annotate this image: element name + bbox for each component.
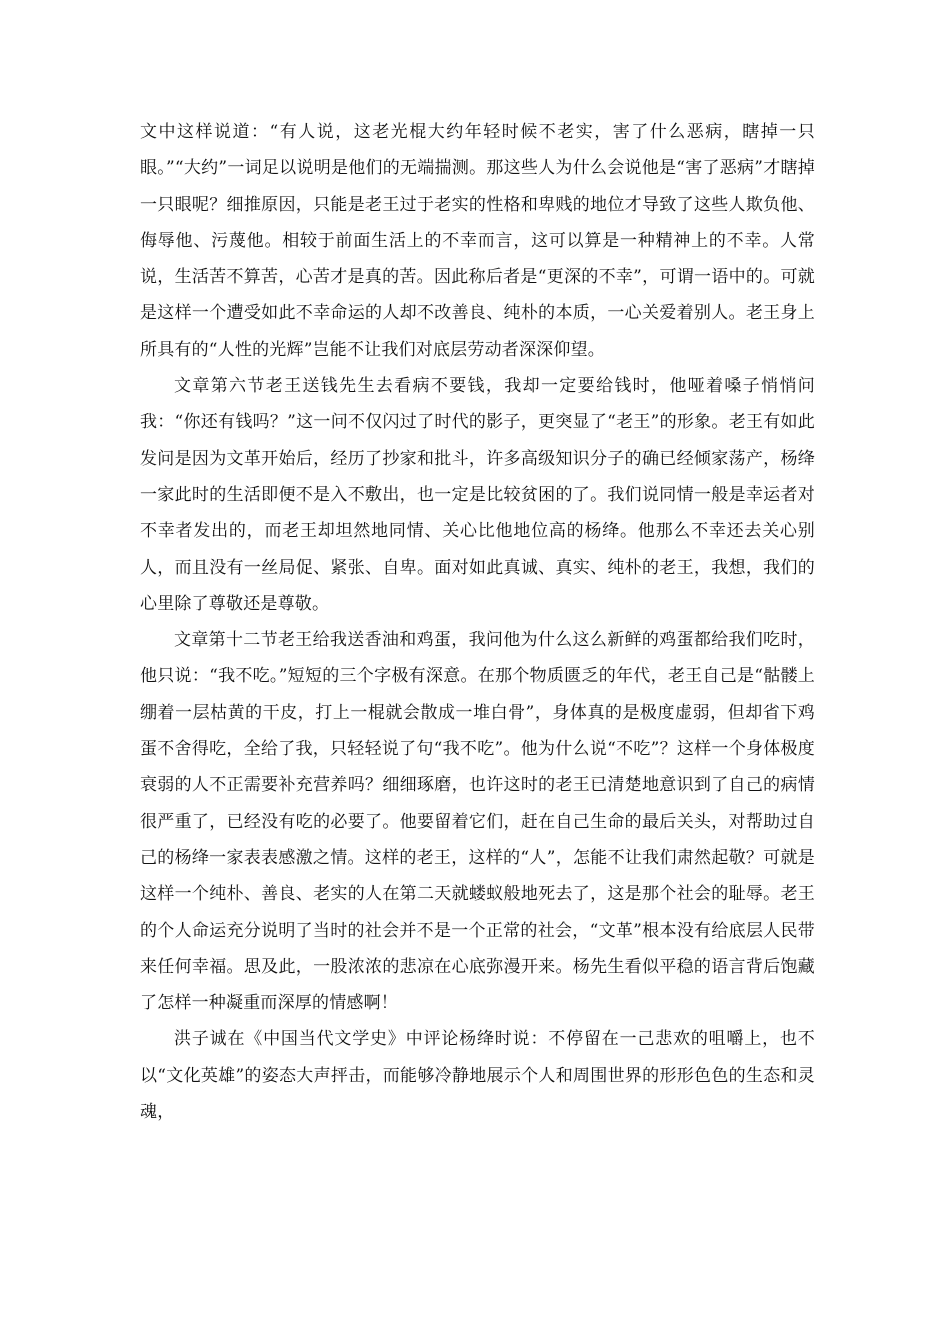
paragraph-2: 文章第六节老王送钱先生去看病不要钱，我却一定要给钱时，他哑着嗓子悄悄问我：“你还有钱吗？”这一问不仅闪过了时代的影子，更突显了“老王”的形象。老王有如此发问是因为文革开始后，经历了抄家和批斗，许多高级知识分子的确已经倾家荡产，杨绛一家此时的生活即便不是入不敷出，也一定是比较贫困的了。我们说同情一般是幸运者对不幸者发出的，而老王却坦然地同情、关心比他地位高的杨绛。他那么不幸还去关心别人，而且没有一丝局促、紧张、自卑。面对如此真诚、真实、纯朴的老王，我想，我们的心里除了尊敬还是尊敬。 [140, 376, 815, 614]
document-body [140, 114, 815, 1130]
paragraph-1: 文中这样说道：“有人说，这老光棍大约年轻时候不老实，害了什么恶病，瞎掉一只眼。”“大约”一词足以说明是他们的无端揣测。那这些人为什么会说他是“害了恶病”才瞎掉一只眼呢？细推原因，只能是老王过于老实的性格和卑贱的地位才导致了这些人欺负他、侮辱他、污蔑他。相较于前面生活上的不幸而言，这可以算是一种精神上的不幸。人常说，生活苦不算苦，心苦才是真的苦。因此称后者是“更深的不幸”，可谓一语中的。可就是这样一个遭受如此不幸命运的人却不改善良、纯朴的本质，一心关爱着别人。老王身上所具有的“人性的光辉”岂能不让我们对底层劳动者深深仰望。 [140, 122, 815, 360]
paragraph-4: 洪子诚在《中国当代文学史》中评论杨绛时说：不停留在一己悲欢的咀嚼上，也不以“文化英雄”的姿态大声抨击，而能够冷静地展示个人和周围世界的形形色色的生态和灵魂， [140, 1029, 815, 1123]
paragraph-3: 文章第十二节老王给我送香油和鸡蛋，我问他为什么这么新鲜的鸡蛋都给我们吃时，他只说：“我不吃。”短短的三个字极有深意。在那个物质匮乏的年代，老王自己是“骷髅上绷着一层枯黄的干皮，打上一棍就会散成一堆白骨”，身体真的是极度虚弱，但却省下鸡蛋不舍得吃，全给了我，只轻轻说了句“我不吃”。他为什么说“不吃”？这样一个身体极度衰弱的人不正需要补充营养吗？细细琢磨，也许这时的老王已清楚地意识到了自己的病情很严重了，已经没有吃的必要了。他要留着它们，赶在自己生命的最后关头，对帮助过自己的杨绛一家表表感激之情。这样的老王，这样的“人”，怎能不让我们肃然起敬？可就是这样一个纯朴、善良、老实的人在第二天就蝼蚁般地死去了，这是那个社会的耻辱。老王的个人命运充分说明了当时的社会并不是一个正常的社会，“文革”根本没有给底层人民带来任何幸福。思及此，一股浓浓的悲凉在心底弥漫开来。杨先生看似平稳的语言背后饱藏了怎样一种凝重而深厚的情感啊！ [140, 630, 815, 1014]
